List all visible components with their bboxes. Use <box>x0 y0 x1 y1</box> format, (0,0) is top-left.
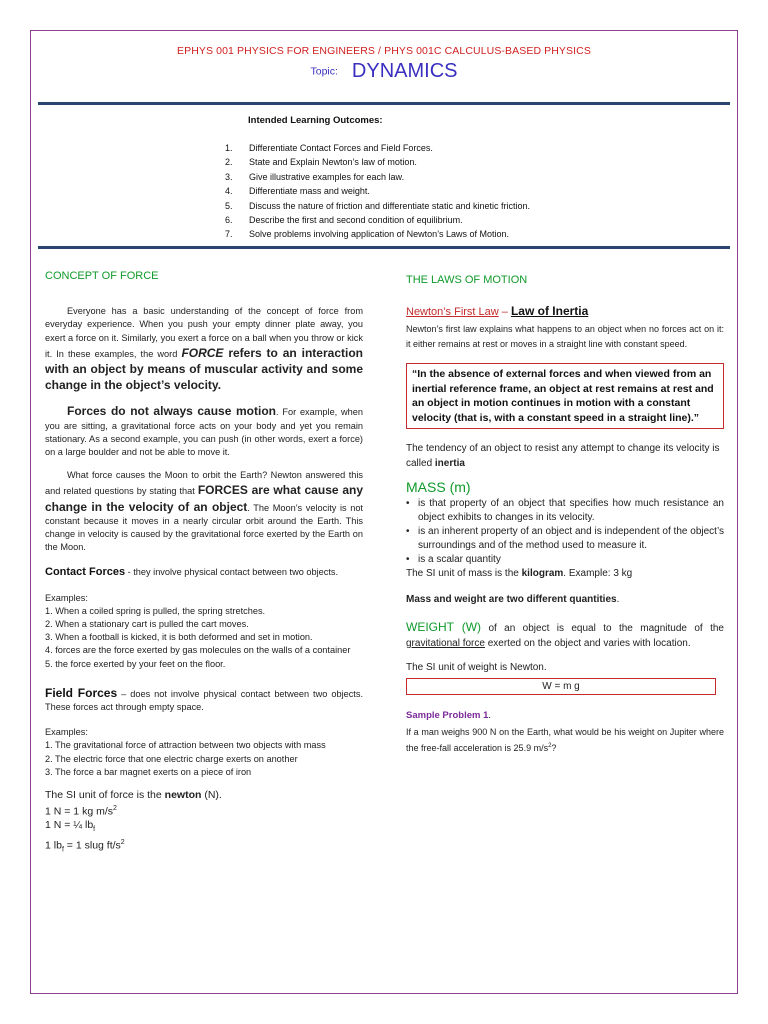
contact-examples <box>45 605 363 671</box>
field-examples <box>45 739 363 779</box>
field-forces-def: Field Forces – does not involve physical contact between two objects. These forces act through empty space. <box>45 685 364 713</box>
course-title: EPHYS 001 PHYSICS FOR ENGINEERS / PHYS 001C CALCULUS-BASED PHYSICS <box>177 45 591 57</box>
list-item: 3. When a football is kicked, it is both deformed and set in motion. <box>45 632 313 643</box>
list-item: 5. the force exerted by your feet on the floor. <box>45 658 226 669</box>
force-paragraph: Everyone has a basic understanding of the concept of force from everyday experience. When you push your empty dinner plate away, you exert a force on it. Similarly, you exert a force on a ball when you throw or kick it. In these examples, the word FORCE refers to an interaction with an object by means of muscular activity and some change in the object’s velocity. <box>45 306 363 393</box>
ilo-item: 1. Differentiate Contact Forces and Field Forces. <box>225 143 433 153</box>
ilo-item: 4. Differentiate mass and weight. <box>225 186 370 197</box>
bullet-icon: • <box>406 497 410 509</box>
sample-problem-heading: Sample Problem 1. <box>406 710 491 722</box>
bullet-icon: • <box>406 525 410 537</box>
contact-forces-def: Contact Forces - they involve physical contact between two objects. <box>45 566 339 579</box>
laws-of-motion-heading: THE LAWS OF MOTION <box>406 274 528 286</box>
weight-formula: W = m g <box>406 678 716 695</box>
ilo-title: Intended Learning Outcomes: <box>248 115 383 126</box>
conversion-1: 1 N = 1 kg $m/s^2$ <box>45 805 117 818</box>
mass-weight-note: Mass and weight are two different quantities. <box>406 593 620 605</box>
moon-paragraph: What force causes the Moon to orbit the Earth? Newton answered this and related questions by stating that FORCES are what cause any change in the velocity of an object. The Moon’s velocity is not constant because it moves in a nearly circular orbit around the Earth. This change in velocity is caused by the gravitational force exerted by the Earth on the Moon. <box>45 470 363 553</box>
list-item: 1. The gravitational force of attraction between two objects with mass <box>45 740 326 751</box>
ilo-item: 5. Discuss the nature of friction and differentiate static and kinetic friction. <box>225 200 530 211</box>
ilo-list <box>225 141 530 242</box>
first-law-quote: “In the absence of external forces and when viewed from an inertial reference frame, an object at rest remains at rest and an object in motion continues in motion with a constant velocity (that is, with a constant speed in a straight line).” <box>406 363 724 429</box>
si-force: The SI unit of force is the newton (N). <box>45 789 222 802</box>
weight-definition: WEIGHT (W) of an object is equal to the magnitude of the gravitational force exerted on the object and varies with location. <box>406 619 724 649</box>
list-item: 3. The force a bar magnet exerts on a piece of iron <box>45 766 252 777</box>
contact-examples-label: Examples: <box>45 592 88 603</box>
mass-bullets <box>406 497 724 567</box>
bullet-icon: • <box>406 553 410 565</box>
right-column <box>406 274 724 755</box>
field-examples-label: Examples: <box>45 727 88 738</box>
topic-label: Topic: <box>310 65 338 78</box>
list-item: • is an inherent property of an object and is independent of the object’s surroundings and of the method used to measure it. <box>406 525 724 551</box>
conversion-2: 1 N = ¼ $lb_f$ <box>45 818 96 833</box>
list-item: 2. When a stationary cart is pulled the cart moves. <box>45 619 249 630</box>
ilo-item: 6. Describe the first and second condition of equilibrium. <box>225 215 463 226</box>
left-column <box>45 270 363 856</box>
ilo-item: 3. Give illustrative examples for each law. <box>225 171 405 182</box>
list-item: • is a scalar quantity <box>406 553 501 565</box>
list-item: 4. forces are the force exerted by gas molecules on the walls of a container <box>45 645 351 656</box>
list-item: 1. When a coiled spring is pulled, the spring stretches. <box>45 605 266 616</box>
top-divider <box>38 102 730 105</box>
list-item: 2. The electric force that one electric charge exerts on another <box>45 753 298 764</box>
first-law-desc: Newton’s first law explains what happens to an object when no forces act on it: it either remains at rest or moves in a straight line with constant speed. <box>406 324 724 349</box>
motion-paragraph: Forces do not always cause motion. For example, when you are sitting, a gravitational force acts on your body and yet you remain stationary. As a second example, you can push (in other words, exert a force) on a large boulder and not be able to move it. <box>45 404 363 458</box>
inertia-definition: The tendency of an object to resist any attempt to change its velocity is called inertia <box>406 443 720 470</box>
mass-heading: MASS (m) <box>406 479 471 496</box>
sample-problem-text: If a man weighs 900 N on the Earth, what would be his weight on Jupiter where the free-fall acceleration is 25.9 $m/s^2$? <box>406 727 724 754</box>
ilo-item: 2. State and Explain Newton’s law of motion. <box>225 157 417 168</box>
topic-value: DYNAMICS <box>351 60 458 82</box>
mass-si-unit: The SI unit of mass is the kilogram. Example: 3 kg <box>406 567 633 579</box>
first-law-title: Newton’s First Law – Law of Inertia <box>406 304 589 319</box>
weight-si-unit: The SI unit of weight is Newton. <box>406 661 547 673</box>
conversion-3: 1 $lb_f = 1$ slug $ft/s^2$ <box>45 838 125 854</box>
concept-of-force-heading: CONCEPT OF FORCE <box>45 270 159 282</box>
list-item: • is that property of an object that specifies how much resistance an object exhibits to changes in its velocity. <box>406 497 724 523</box>
topic-line <box>0 60 768 83</box>
bottom-divider <box>38 246 730 249</box>
si-force-block <box>45 789 363 856</box>
ilo-item: 7. Solve problems involving application of Newton’s Laws of Motion. <box>225 229 509 240</box>
